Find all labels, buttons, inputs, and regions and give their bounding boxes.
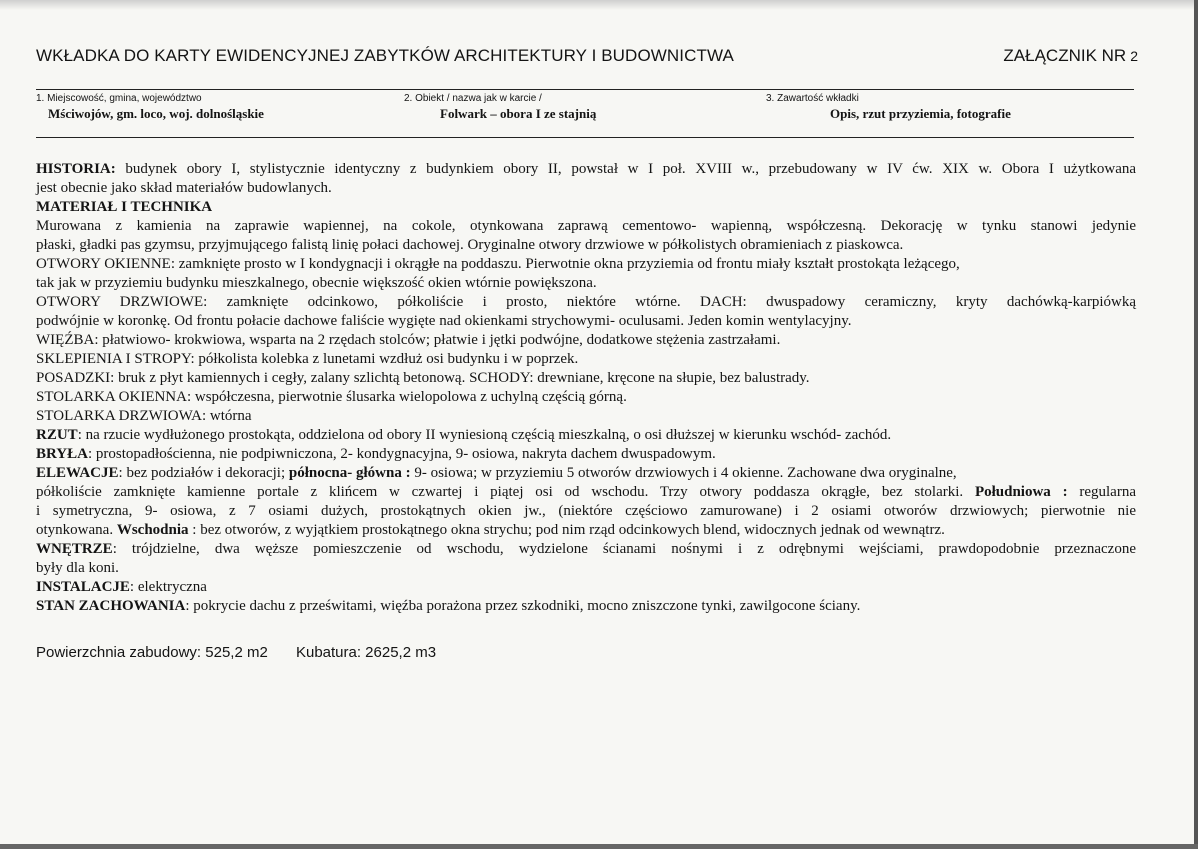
- scan-bottom-edge: [0, 844, 1198, 849]
- wnetrze-line-1: [36, 540, 1136, 559]
- location-field: [36, 93, 264, 122]
- object-value: Folwark – obora I ze stajnią: [440, 106, 597, 121]
- bryla-label: BRYŁA: [36, 446, 88, 462]
- contents-label: 3. Zawartość wkładki: [766, 93, 859, 104]
- rzut-line: [36, 426, 1136, 445]
- header-bottom-rule: [36, 137, 1134, 138]
- scan-right-edge: [1194, 0, 1198, 849]
- rzut-text: : na rzucie wydłużonego prostokąta, oddzielona od obory II wyniesioną częścią mieszkalną, o osi dłuższej w kierunku wschód- zachód.: [77, 427, 892, 443]
- historia-label: HISTORIA:: [36, 161, 116, 177]
- header-top-rule: [36, 89, 1134, 90]
- instalacje-line: [36, 578, 1136, 597]
- elewacje-line-3: i symetryczna, 9- osiowa, z 7 osiami dużych, prostokątnych okien jw., (niektóre częściowo zamurowane) i 2 osiami otworów drzwiowych; pierwotnie nie: [36, 503, 1136, 519]
- historia-line-1: [36, 160, 1136, 179]
- object-label: 2. Obiekt / nazwa jak w karcie /: [404, 93, 542, 104]
- annex-label-text: ZAŁĄCZNIK NR: [1003, 46, 1127, 65]
- material-line-2: płaski, gładki pas gzymsu, przyjmującego falistą linię połaci dachowej. Oryginalne otwory drzwiowe w półkolistych obramieniach z piaskowca.: [36, 237, 904, 253]
- historia-line-2: jest obecnie jako skład materiałów budowlanych.: [36, 180, 332, 196]
- drzwiowe-line-1: OTWORY DRZWIOWE: zamknięte odcinkowo, półkoliście i prosto, niektóre wtórne. DACH: dwuspadowy ceramiczny, kryty dachówką-karpiówką: [36, 294, 1136, 310]
- elewacje-text-4: regularna: [1067, 484, 1136, 500]
- document-title: WKŁADKA DO KARTY EWIDENCYJNEJ ZABYTKÓW ARCHITEKTURY I BUDOWNICTWA: [36, 46, 734, 65]
- historia-text-1: budynek obory I, stylistycznie identyczny z budynkiem obory II, powstał w I poł. XVIII w., przebudowany w IV ćw. XIX w. Obora I użytkowana: [125, 161, 1137, 177]
- footer-metrics: [36, 644, 460, 661]
- annex-label: [1003, 46, 1138, 66]
- description-body: [36, 160, 1136, 616]
- wiezba-line: WIĘŹBA: płatwiowo- krokwiowa, wsparta na 2 rzędach stolców; płatwie i jętki podwójne, dodatkowe stężenia zastrzałami.: [36, 332, 781, 348]
- built-area: Powierzchnia zabudowy: 525,2 m2: [36, 644, 268, 661]
- wschodnia-label: Wschodnia: [116, 522, 189, 538]
- wnetrze-label: WNĘTRZE: [36, 541, 113, 557]
- location-value: Mściwojów, gm. loco, woj. dolnośląskie: [48, 106, 264, 121]
- annex-number: 2: [1130, 48, 1138, 64]
- sklepienia-line: SKLEPIENIA I STROPY: półkolista kolebka z lunetami wzdłuż osi budynku i w poprzek.: [36, 351, 579, 367]
- drzwiowe-line-2: podwójnie w koronkę. Od frontu połacie dachowe faliście wygięte nad okienkami strychowymi- oculusami. Jeden komin wentylacyjny.: [36, 313, 852, 329]
- material-line-1: Murowana z kamienia na zaprawie wapiennej, na cokole, otynkowana zaprawą cementowo- wapienną, współczesną. Dekorację w tynku stanowi jedynie: [36, 218, 1136, 234]
- polnocna-label: północna- główna :: [288, 465, 411, 481]
- elewacje-label: ELEWACJE: [36, 465, 119, 481]
- elewacje-text-5: otynkowana.: [36, 522, 117, 538]
- material-heading: MATERIAŁ I TECHNIKA: [36, 199, 213, 215]
- elewacje-text-3: półkoliście zamknięte kamienne portale z klińcem w czwartej i piątej osi od wschodu. Trzy otwory poddasza okrągłe, bez stolarki.: [36, 484, 975, 500]
- rzut-label: RZUT: [36, 427, 78, 443]
- location-label: 1. Miejscowość, gmina, województwo: [36, 93, 202, 104]
- stan-line: [36, 597, 1136, 616]
- bryla-line: [36, 445, 1136, 464]
- okienne-line-2: tak jak w przyziemiu budynku mieszkalnego, obecnie większość okien wtórnie powiększona.: [36, 275, 597, 291]
- bryla-text: : prostopadłościenna, nie podpiwniczona, 2- kondygnacyjna, 9- osiowa, nakryta dachem dwuspadowym.: [87, 446, 716, 462]
- okienne-line-1: OTWORY OKIENNE: zamknięte prosto w I kondygnacji i okrągłe na poddaszu. Pierwotnie okna przyziemia od frontu miały kształt prostokąta leżącego,: [36, 256, 960, 272]
- elewacje-line-2: [36, 483, 1136, 502]
- elewacje-text-6: : bez otworów, z wyjątkiem prostokątnego okna strychu; pod nim rząd odcinkowych blend, widocznych jednak od wewnątrz.: [188, 522, 945, 538]
- instalacje-text: : elektryczna: [129, 579, 207, 595]
- stan-text: : pokrycie dachu z prześwitami, więźba porażona przez szkodniki, mocno zniszczone tynki, zawilgocone ściany.: [185, 598, 861, 614]
- poludniowa-label: Południowa :: [974, 484, 1068, 500]
- elewacje-line-4: [36, 521, 1136, 540]
- wnetrze-line-2: były dla koni.: [36, 560, 119, 576]
- object-field: [404, 93, 596, 122]
- elewacje-line-1: [36, 464, 1136, 483]
- contents-field: [766, 93, 1011, 122]
- contents-value: Opis, rzut przyziemia, fotografie: [830, 106, 1011, 121]
- instalacje-label: INSTALACJE: [36, 579, 130, 595]
- scan-top-edge: [0, 0, 1198, 10]
- wnetrze-text-1: : trójdzielne, dwa węższe pomieszczenie od wschodu, wydzielone ścianami nośnymi i z odrębnymi wejściami, prawdopodobnie przeznaczone: [112, 541, 1136, 557]
- elewacje-text-2: 9- osiowa; w przyziemiu 5 otworów drzwiowych i 4 okienne. Zachowane dwa oryginalne,: [410, 465, 957, 481]
- elewacje-text-1: : bez podziałów i dekoracji;: [118, 465, 289, 481]
- stolarka-okienna-line: STOLARKA OKIENNA: współczesna, pierwotnie ślusarka wielopolowa z uchylną częścią górną.: [36, 389, 627, 405]
- stolarka-drzwiowa-line: STOLARKA DRZWIOWA: wtórna: [36, 408, 252, 424]
- posadzki-line: POSADZKI: bruk z płyt kamiennych i cegły, zalany szlichtą betonową. SCHODY: drewniane, kręcone na słupie, bez balustrady.: [36, 370, 810, 386]
- cubature: Kubatura: 2625,2 m3: [295, 644, 437, 661]
- stan-label: STAN ZACHOWANIA: [36, 598, 186, 614]
